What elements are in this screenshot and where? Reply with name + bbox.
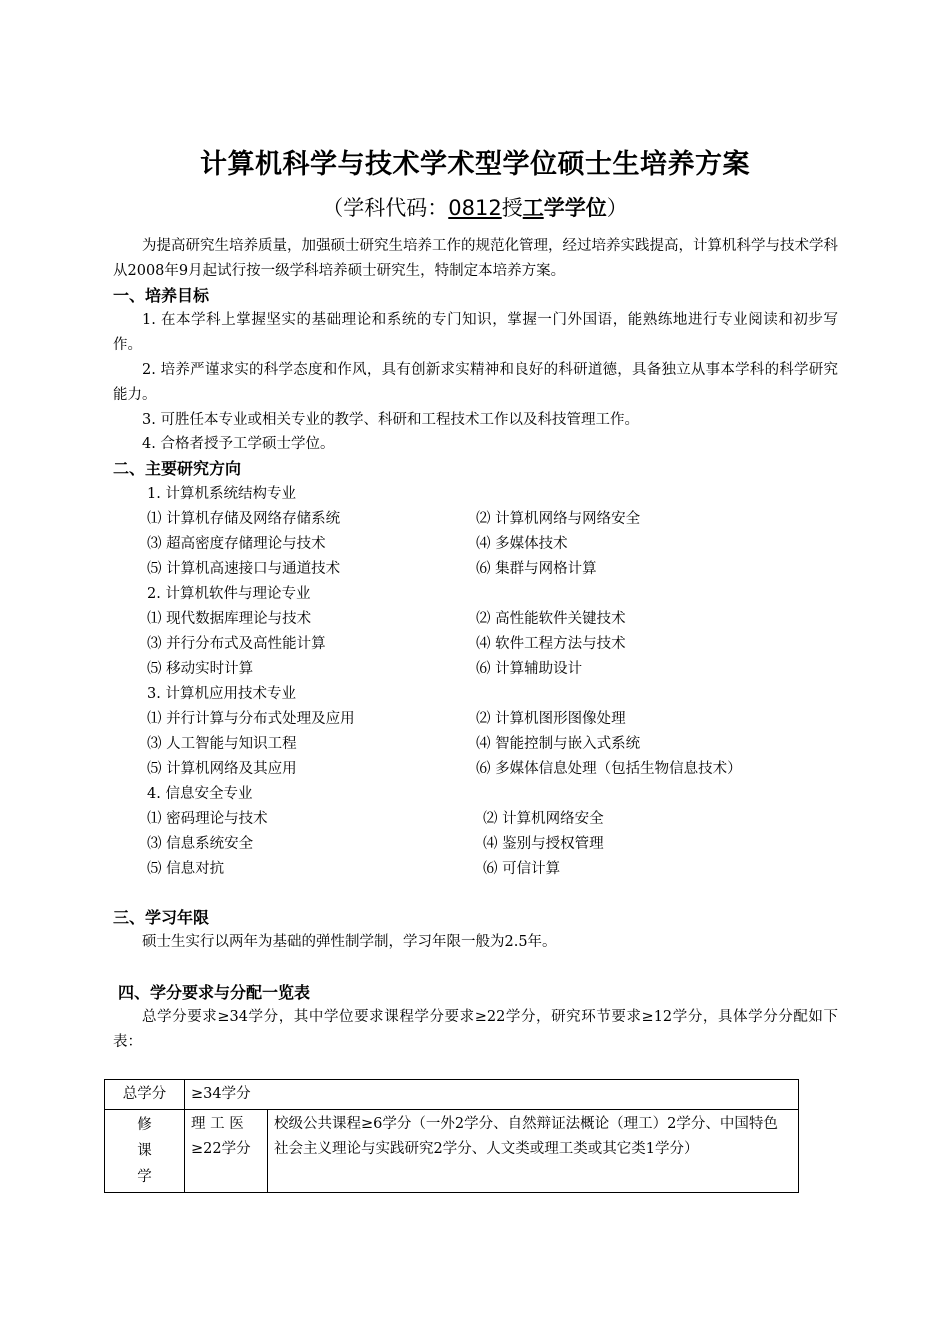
goal-item-2: 2. 培养严谨求实的科学态度和作风，具有创新求实精神和良好的科研道德，具备独立从事本学科的科学研究能力。 [113,362,838,403]
required-credits-label [105,1110,185,1193]
direction-item: ⑴ 密码理论与技术 [147,811,268,827]
subject-code: 0812 [448,196,502,220]
table-row [105,1110,799,1193]
direction-item: ⑸ 计算机高速接口与通道技术 [147,561,341,577]
intro-paragraph: 为提高研究生培养质量，加强硕士研究生培养工作的规范化管理，经过培养实践提高，计算机科学与技术学科从2008年9月起试行按一级学科培养硕士研究生，特制定本培养方案。 [113,238,838,279]
direction-item: ⑴ 并行计算与分布式处理及应用 [147,711,355,727]
section2-heading: 二、主要研究方向 [113,459,242,478]
document-title: 计算机科学与技术学术型学位硕士生培养方案 [200,149,750,180]
document-subtitle [0,192,950,222]
total-credits-value: ≥34学分 [185,1080,799,1110]
discipline-credits-cell [185,1110,268,1193]
degree-suffix: 学学位 [543,196,607,220]
credit-requirement-text: 总学分要求≥34学分，其中学位要求课程学分要求≥22学分，研究环节要求≥12学分，具体学分分配如下表： [113,1009,838,1050]
goal-item-1: 1. 在本学科上掌握坚实的基础理论和系统的专门知识，掌握一门外国语，能熟练地进行专业阅读和初步写作。 [113,312,838,353]
direction-item: ⑷ 多媒体技术 [476,536,568,552]
direction-item: ⑷ 智能控制与嵌入式系统 [476,736,641,752]
direction-group-title: 4. 信息安全专业 [147,786,253,802]
degree-type: 工 [522,196,544,220]
direction-item: ⑵ 计算机网络安全 [483,811,604,827]
credit-table [104,1079,799,1193]
direction-item: ⑹ 计算辅助设计 [476,661,583,677]
direction-item: ⑴ 现代数据库理论与技术 [147,611,312,627]
direction-item: ⑹ 多媒体信息处理（包括生物信息技术） [476,761,742,777]
direction-item: ⑵ 计算机网络与网络安全 [476,511,641,527]
direction-item: ⑸ 移动实时计算 [147,661,254,677]
direction-item: ⑶ 超高密度存储理论与技术 [147,536,326,552]
section3-heading: 三、学习年限 [113,908,210,927]
direction-item: ⑶ 信息系统安全 [147,836,254,852]
direction-item: ⑸ 计算机网络及其应用 [147,761,297,777]
section4-heading: 四、学分要求与分配一览表 [118,983,311,1002]
direction-item: ⑶ 人工智能与知识工程 [147,736,297,752]
direction-item: ⑸ 信息对抗 [147,861,225,877]
label-char: 修 [137,1117,152,1133]
direction-group-title: 3. 计算机应用技术专业 [147,686,296,702]
subtitle-suffix: ） [606,196,628,220]
section1-heading: 一、培养目标 [113,286,210,305]
direction-item: ⑷ 鉴别与授权管理 [483,836,604,852]
direction-item: ⑹ 集群与网格计算 [476,561,597,577]
label-char: 课 [137,1143,152,1159]
discipline-label: 理 工 医 [191,1116,244,1132]
subtitle-prefix: （学科代码： [322,196,449,220]
total-credits-label: 总学分 [105,1080,185,1110]
direction-item: ⑵ 高性能软件关键技术 [476,611,626,627]
goal-item-3: 3. 可胜任本专业或相关专业的教学、科研和工程技术工作以及科技管理工作。 [142,412,639,428]
table-row [105,1080,799,1110]
subtitle-mid: 授 [501,196,523,220]
direction-item: ⑶ 并行分布式及高性能计算 [147,636,326,652]
study-period-text: 硕士生实行以两年为基础的弹性制学制，学习年限一般为2.5年。 [142,934,557,950]
direction-item: ⑴ 计算机存储及网络存储系统 [147,511,341,527]
direction-group-title: 1. 计算机系统结构专业 [147,486,296,502]
direction-item: ⑹ 可信计算 [483,861,561,877]
discipline-credits: ≥22学分 [191,1141,251,1157]
direction-item: ⑷ 软件工程方法与技术 [476,636,626,652]
goal-item-4: 4. 合格者授予工学硕士学位。 [142,436,335,452]
public-course-description: 校级公共课程≥6学分（一外2学分、自然辩证法概论（理工）2学分、中国特色社会主义理论与实践研究2学分、人文类或理工类或其它类1学分） [268,1110,799,1193]
direction-item: ⑵ 计算机图形图像处理 [476,711,626,727]
direction-group-title: 2. 计算机软件与理论专业 [147,586,311,602]
label-char: 学 [137,1169,152,1185]
